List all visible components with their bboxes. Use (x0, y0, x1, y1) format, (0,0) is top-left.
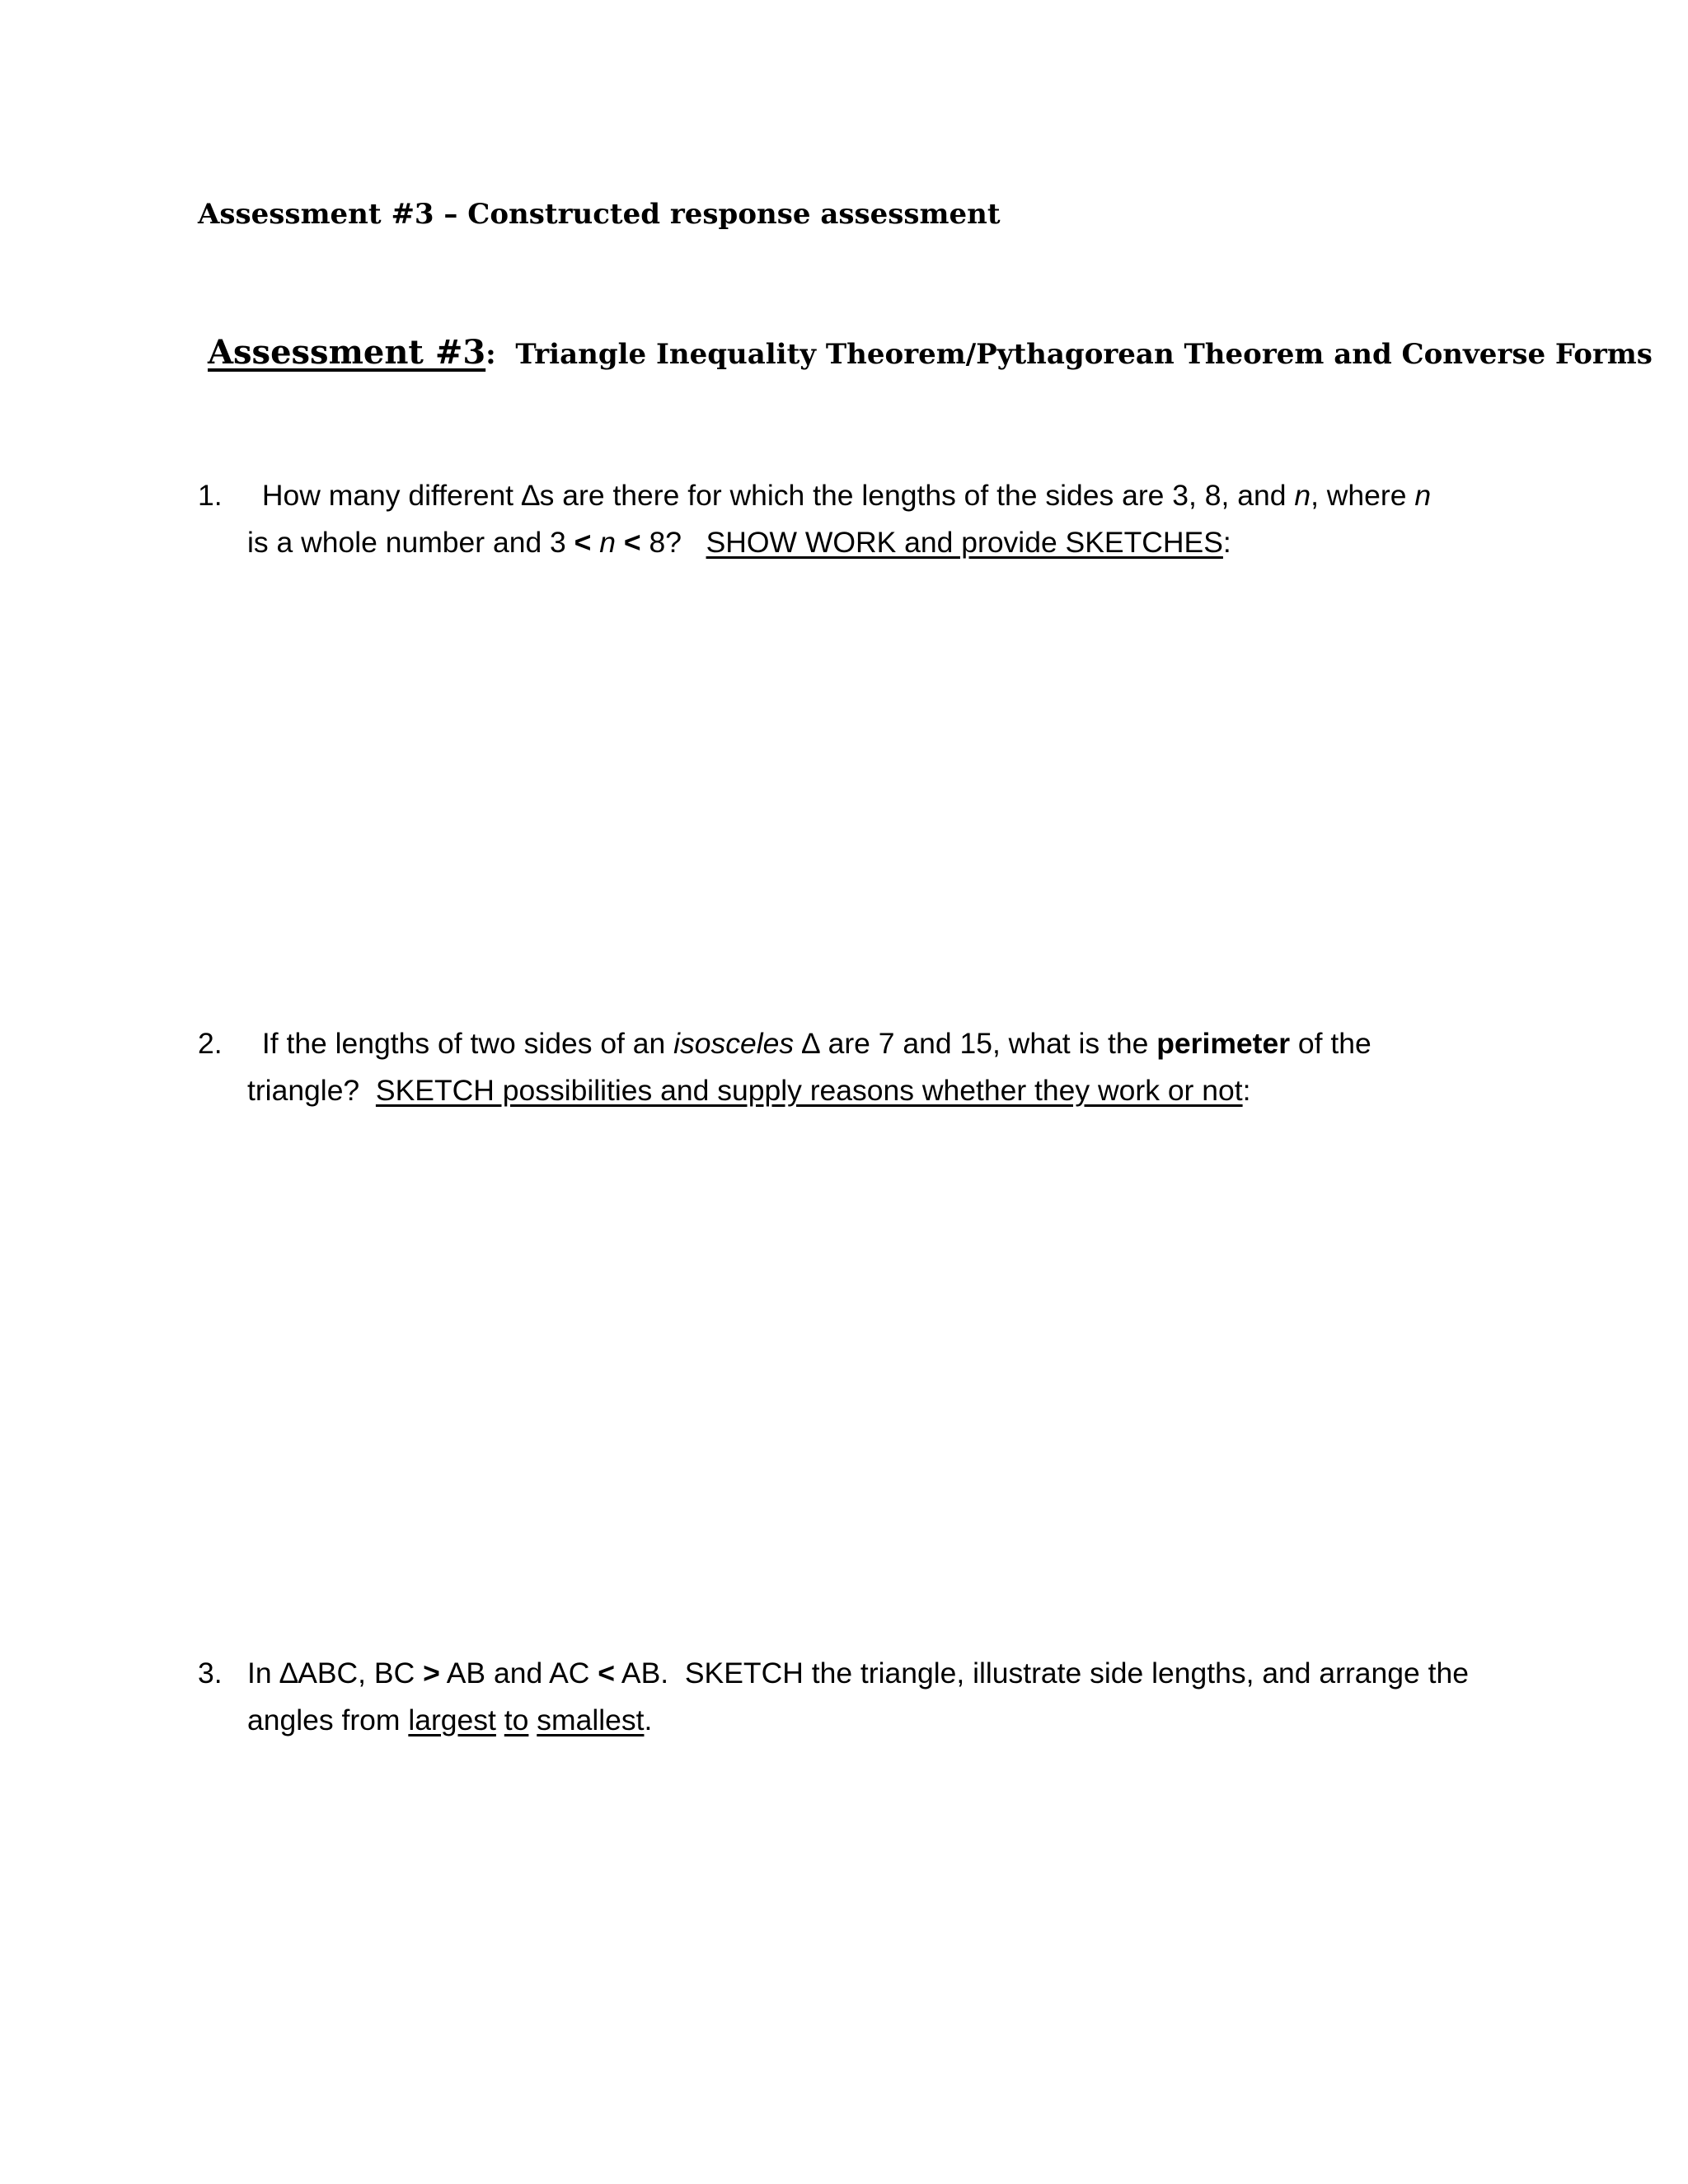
q1-text-d: is a whole number and 3 (247, 526, 574, 559)
question-1-number: 1. (198, 479, 223, 512)
q2-perimeter: perimeter (1156, 1027, 1291, 1060)
q2-text-d: triangle? (247, 1074, 376, 1107)
question-2-number: 2. (198, 1027, 223, 1060)
q1-delta-symbol: ∆ (521, 479, 540, 512)
question-1-line-2 (198, 519, 1431, 566)
question-1-line-1 (198, 472, 1431, 519)
question-3-line-2 (198, 1697, 1469, 1744)
q3-text-b: AB and AC (439, 1657, 598, 1690)
q3-smallest: smallest (537, 1704, 645, 1736)
q3-greater-than: > (423, 1657, 440, 1690)
q2-isosceles: isosceles (673, 1027, 795, 1060)
q3-less-than: < (598, 1657, 615, 1690)
q3-space-2 (528, 1704, 537, 1736)
q2-text-b: ∆ are 7 and 15, what is the (794, 1027, 1157, 1060)
q2-text-c: of the (1290, 1027, 1372, 1060)
q1-less-than-2: < (623, 526, 641, 559)
document-heading: Assessment #3 – Constructed response assessment (198, 198, 1001, 231)
section-title-colon: : (485, 338, 496, 371)
q1-text-b: s are there for which the lengths of the sides are 3, 8, and (539, 479, 1295, 512)
section-title-rest: Triangle Inequality Theorem/Pythagorean Theorem and Converse Forms (495, 338, 1653, 371)
question-2-line-1 (198, 1020, 1372, 1067)
q1-text-a: How many different (254, 479, 522, 512)
question-1 (198, 472, 1431, 566)
q3-largest: largest (408, 1704, 496, 1736)
q1-variable-n-2: n (1414, 479, 1432, 512)
q3-period: . (644, 1704, 653, 1736)
q3-text-a: In ∆ABC, BC (247, 1657, 424, 1690)
q1-colon: : (1222, 526, 1231, 559)
question-3 (198, 1650, 1469, 1744)
q1-variable-n-3: n (591, 526, 624, 559)
section-title-lead: Assessment #3 (208, 333, 486, 372)
q1-variable-n: n (1294, 479, 1311, 512)
question-3-number: 3. (198, 1657, 223, 1690)
q3-text-c: AB. SKETCH the triangle, illustrate side lengths, and arrange the (615, 1657, 1469, 1690)
q3-space-1 (496, 1704, 504, 1736)
section-title (208, 333, 1653, 372)
q1-text-e: 8? (640, 526, 706, 559)
question-2 (198, 1020, 1372, 1114)
q1-text-c: , where (1311, 479, 1415, 512)
q2-instruction-underlined: SKETCH possibilities and supply reasons whether they work or not (375, 1074, 1243, 1107)
q3-text-d: angles from (247, 1704, 409, 1736)
q1-less-than-1: < (574, 526, 592, 559)
q2-text-a: If the lengths of two sides of an (254, 1027, 674, 1060)
q1-instruction-underlined: SHOW WORK and provide SKETCHES (706, 526, 1223, 559)
question-3-line-1 (198, 1650, 1469, 1697)
question-2-line-2 (198, 1067, 1372, 1114)
q2-colon: : (1242, 1074, 1251, 1107)
q3-to: to (504, 1704, 529, 1736)
